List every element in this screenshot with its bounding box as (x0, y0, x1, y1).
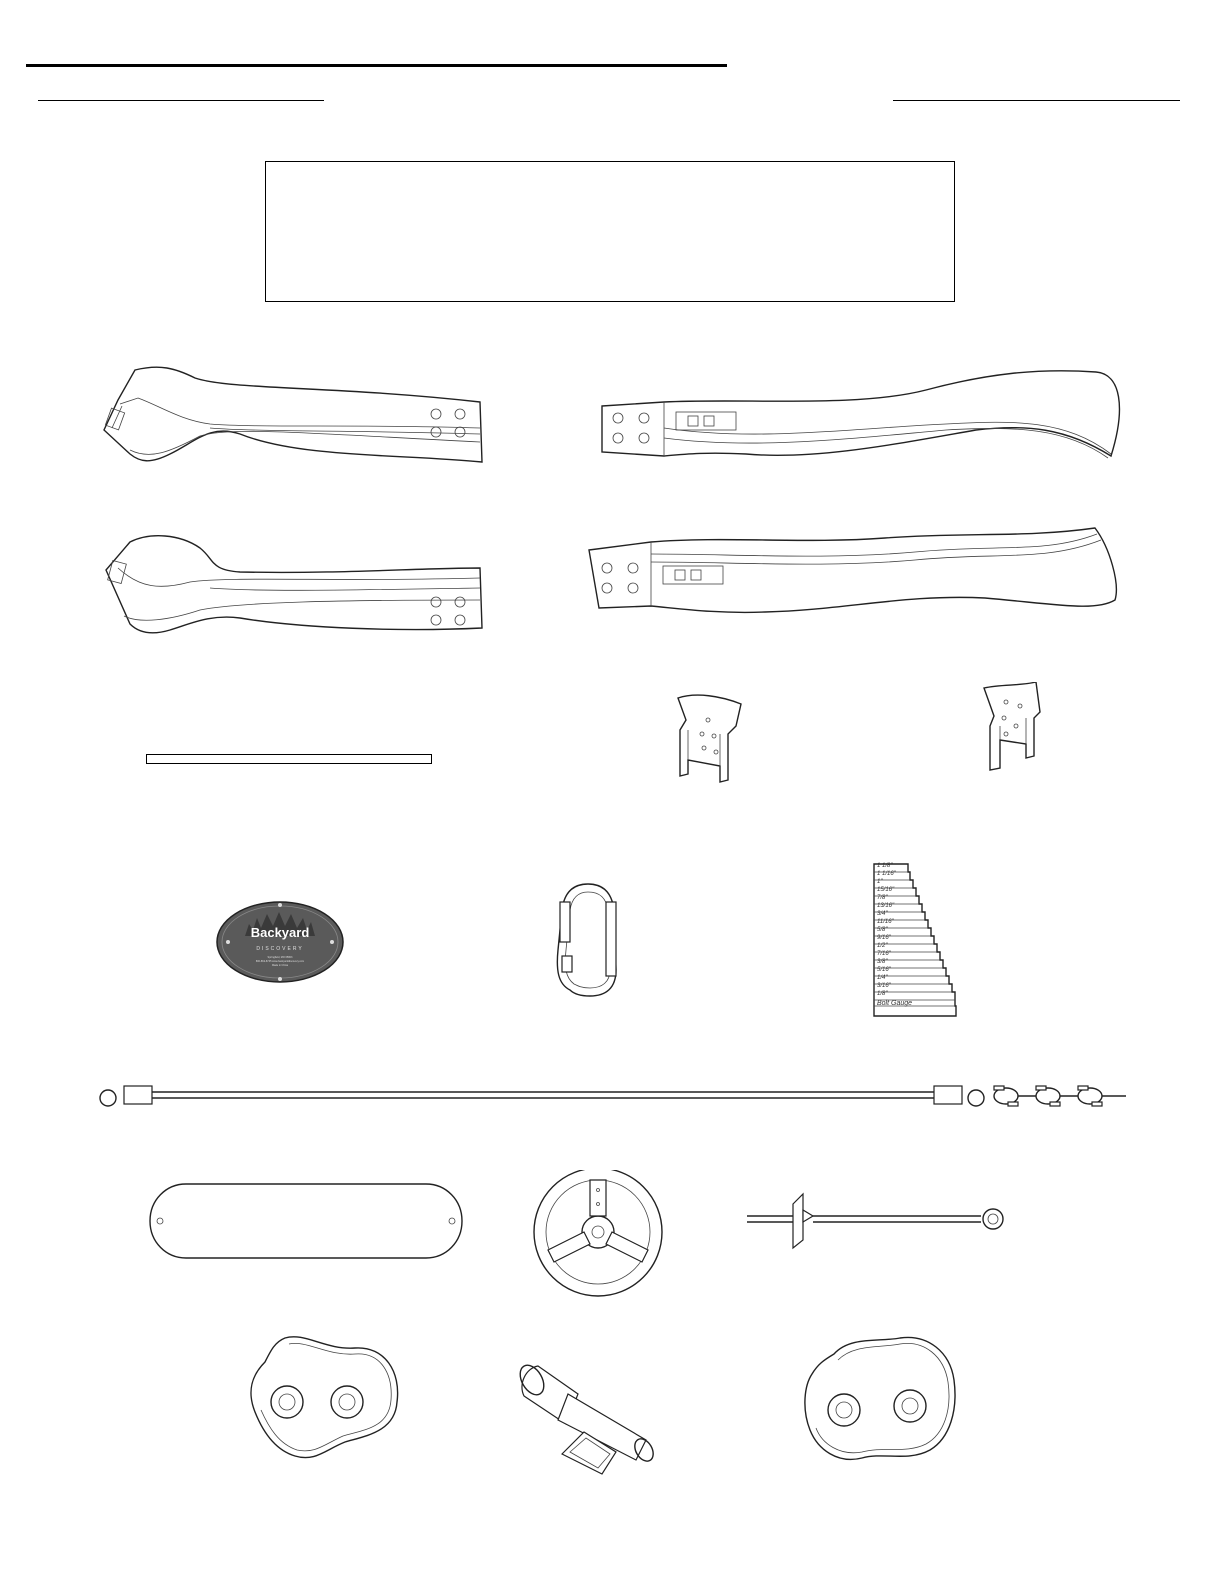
part-label-rule-right (893, 100, 1180, 101)
logo-plaque (215, 900, 345, 985)
ground-stake-icon (745, 1192, 1007, 1250)
curved-slide-left-lower-icon (100, 528, 495, 638)
gauge-label: 3/4" (877, 911, 888, 917)
gauge-label: 9/16" (877, 935, 891, 941)
logo-fine-print: 800-862-8745 www.backyarddiscovery.com (255, 960, 305, 963)
bolt-gauge (872, 862, 958, 1018)
title-rule (26, 64, 727, 67)
wavy-slide-right-lower-icon (585, 524, 1130, 624)
notice-box (265, 161, 955, 302)
logo-fine-print: Made in China (271, 964, 289, 967)
telescope-icon (518, 1360, 664, 1478)
carabiner-icon (550, 880, 625, 1000)
gauge-label: 1 1/8" (877, 863, 893, 869)
gauge-label: 5/8" (877, 927, 888, 933)
wavy-slide-right-upper-icon (596, 368, 1131, 463)
swing-rope-chain-icon (96, 1078, 1138, 1112)
gauge-label: 1 1/16" (877, 871, 896, 877)
gauge-label: 13/16" (877, 903, 895, 909)
slide-mount-bracket-icon (976, 682, 1056, 774)
gauge-label: 1/2" (877, 943, 888, 949)
rock-hold-icon (800, 1334, 960, 1466)
slide-mount-bracket-icon (666, 690, 746, 786)
gauge-label: 7/8" (877, 895, 888, 901)
gauge-footer: Bolt Gauge (877, 1000, 913, 1007)
wood-board (146, 754, 432, 764)
rock-hold-icon (245, 1332, 405, 1464)
gauge-label: 7/16" (877, 951, 891, 957)
steering-wheel-icon (530, 1170, 666, 1300)
part-label-rule-left (38, 100, 324, 101)
gauge-label: 3/8" (877, 959, 888, 965)
gauge-label: 3/16" (877, 983, 891, 989)
gauge-label: 1/8" (877, 991, 888, 997)
logo-brand: Backyard (250, 925, 310, 940)
gauge-label: 5/16" (877, 967, 891, 973)
gauge-label: 15/16" (877, 887, 895, 893)
swing-seat-icon (146, 1182, 466, 1260)
logo-sub: DISCOVERY (256, 946, 304, 952)
gauge-label: 1" (877, 879, 883, 885)
gauge-label: 1/4" (877, 975, 888, 981)
curved-slide-left-upper-icon (100, 362, 495, 467)
logo-fine-print: Springfield, MO 65803 (267, 956, 293, 959)
gauge-label: 11/16" (877, 919, 894, 925)
